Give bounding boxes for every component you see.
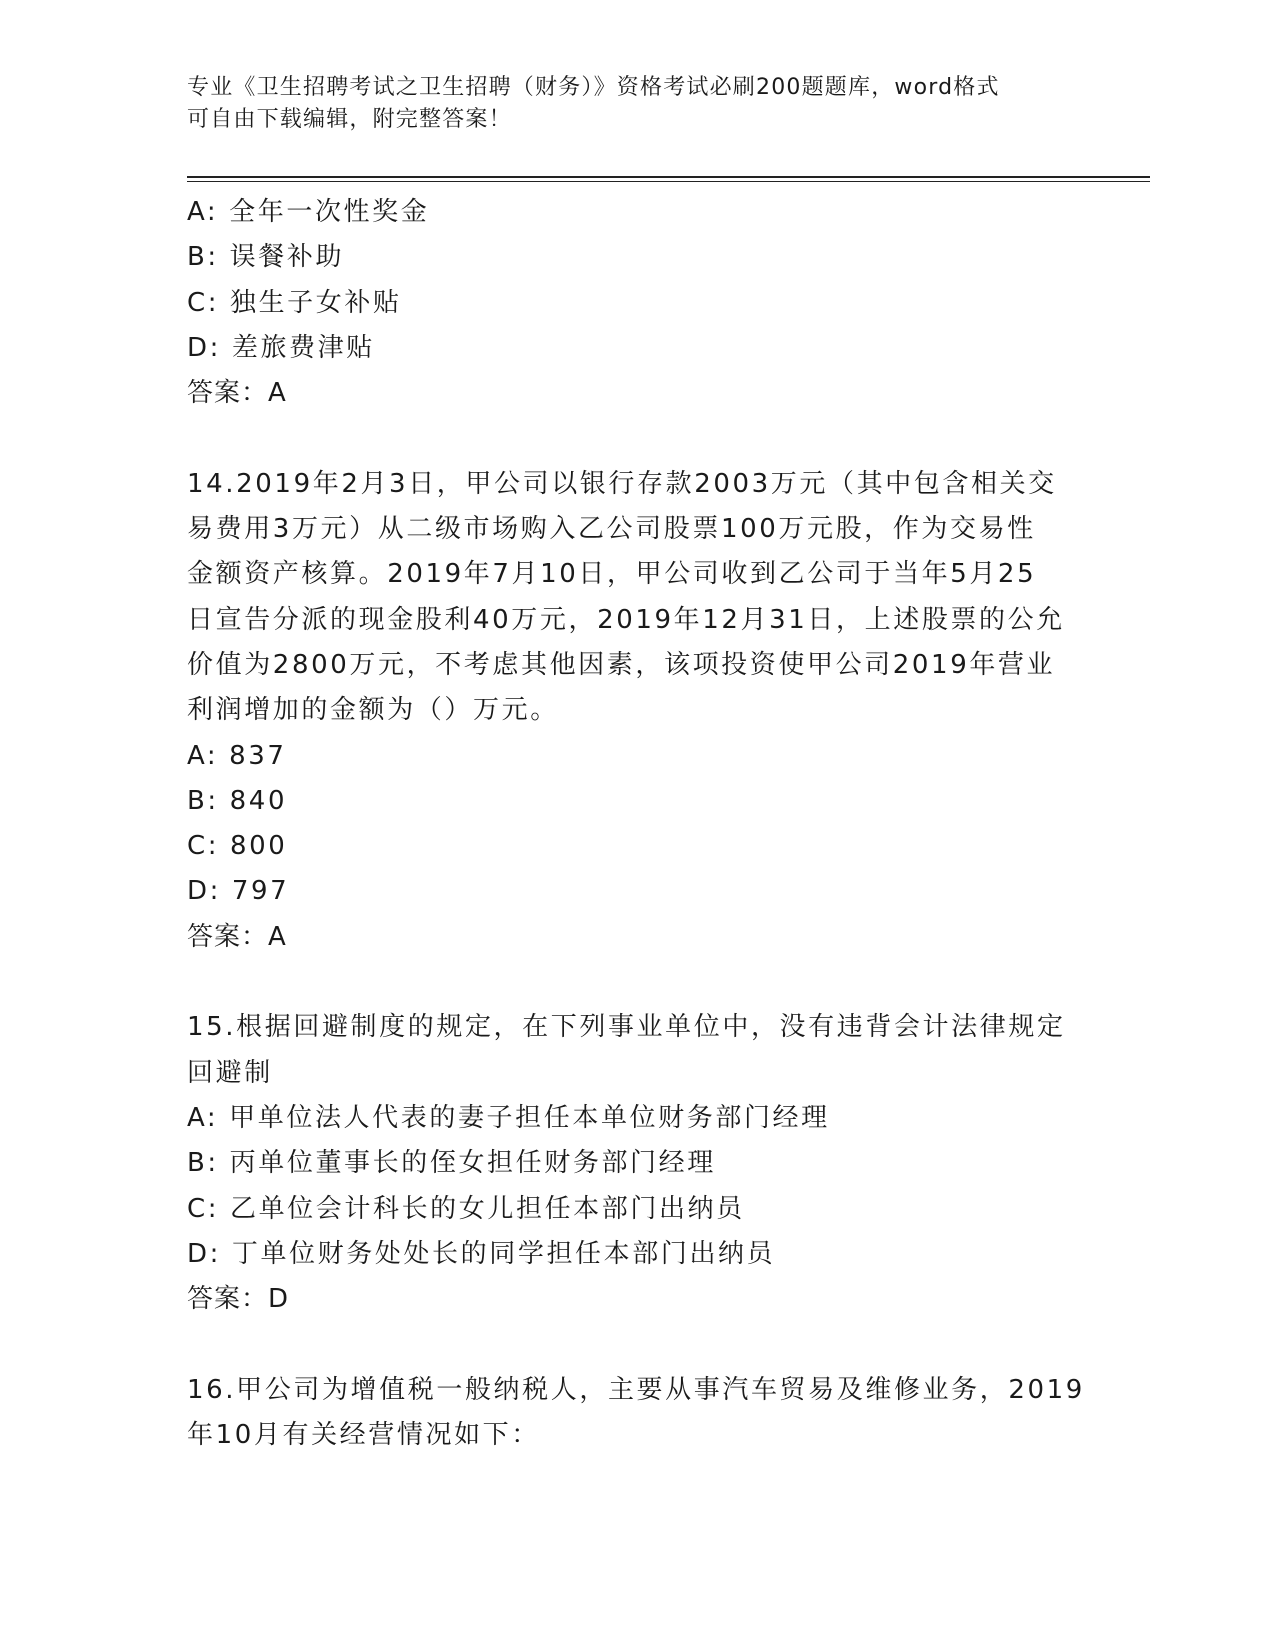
question-text-line: 利润增加的金额为（）万元。 bbox=[187, 695, 559, 726]
question-text-line: 金额资产核算。2019年7月10日，甲公司收到乙公司于当年5月25 bbox=[187, 559, 1037, 590]
answer-line: 答案：A bbox=[187, 378, 287, 409]
option-a: A: 837 bbox=[187, 740, 287, 771]
question-text-line: 价值为2800万元，不考虑其他因素，该项投资使甲公司2019年营业 bbox=[187, 649, 1056, 680]
option-a: A: 甲单位法人代表的妻子担任本单位财务部门经理 bbox=[187, 1102, 830, 1133]
option-d: D: 丁单位财务处处长的同学担任本部门出纳员 bbox=[187, 1238, 776, 1269]
answer-line: 答案：A bbox=[187, 921, 287, 952]
question-text-line: 日宣告分派的现金股利40万元，2019年12月31日，上述股票的公允 bbox=[187, 604, 1065, 635]
question-text-line: 15.根据回避制度的规定，在下列事业单位中，没有违背会计法律规定 bbox=[187, 1012, 1066, 1043]
spacer bbox=[187, 1322, 1087, 1367]
answer-line: 答案：D bbox=[187, 1284, 290, 1315]
question-text-line: 14.2019年2月3日，甲公司以银行存款2003万元（其中包含相关交 bbox=[187, 468, 1057, 499]
option-c: C: 乙单位会计科长的女儿担任本部门出纳员 bbox=[187, 1193, 745, 1224]
question-text-line: 年10月有关经营情况如下： bbox=[187, 1420, 540, 1451]
option-d: D: 797 bbox=[187, 876, 290, 907]
spacer bbox=[187, 960, 1087, 1005]
option-c: C: 800 bbox=[187, 831, 288, 862]
header-divider-thick bbox=[187, 176, 1150, 178]
header-line-1: 专业《卫生招聘考试之卫生招聘（财务）》资格考试必刷200题题库，word格式 bbox=[187, 75, 1000, 100]
document-body bbox=[187, 190, 1087, 1458]
option-b: B: 840 bbox=[187, 785, 288, 816]
header-line-2: 可自由下载编辑，附完整答案！ bbox=[187, 107, 512, 132]
question-text-line: 16.甲公司为增值税一般纳税人，主要从事汽车贸易及维修业务，2019 bbox=[187, 1374, 1085, 1405]
document-header bbox=[187, 72, 1077, 136]
question-14-block bbox=[187, 462, 1087, 960]
option-c: C: 独生子女补贴 bbox=[187, 287, 402, 318]
question-13-block bbox=[187, 190, 1087, 416]
option-d: D: 差旅费津贴 bbox=[187, 332, 375, 363]
option-b: B: 误餐补助 bbox=[187, 242, 345, 273]
question-15-block bbox=[187, 1005, 1087, 1322]
spacer bbox=[187, 416, 1087, 461]
option-a: A: 全年一次性奖金 bbox=[187, 197, 430, 227]
question-text-line: 回避制 bbox=[187, 1057, 273, 1088]
header-divider-thin bbox=[187, 181, 1150, 182]
option-b: B: 丙单位董事长的侄女担任财务部门经理 bbox=[187, 1148, 716, 1179]
question-16-block bbox=[187, 1368, 1087, 1459]
question-text-line: 易费用3万元）从二级市场购入乙公司股票100万元股，作为交易性 bbox=[187, 514, 1036, 545]
